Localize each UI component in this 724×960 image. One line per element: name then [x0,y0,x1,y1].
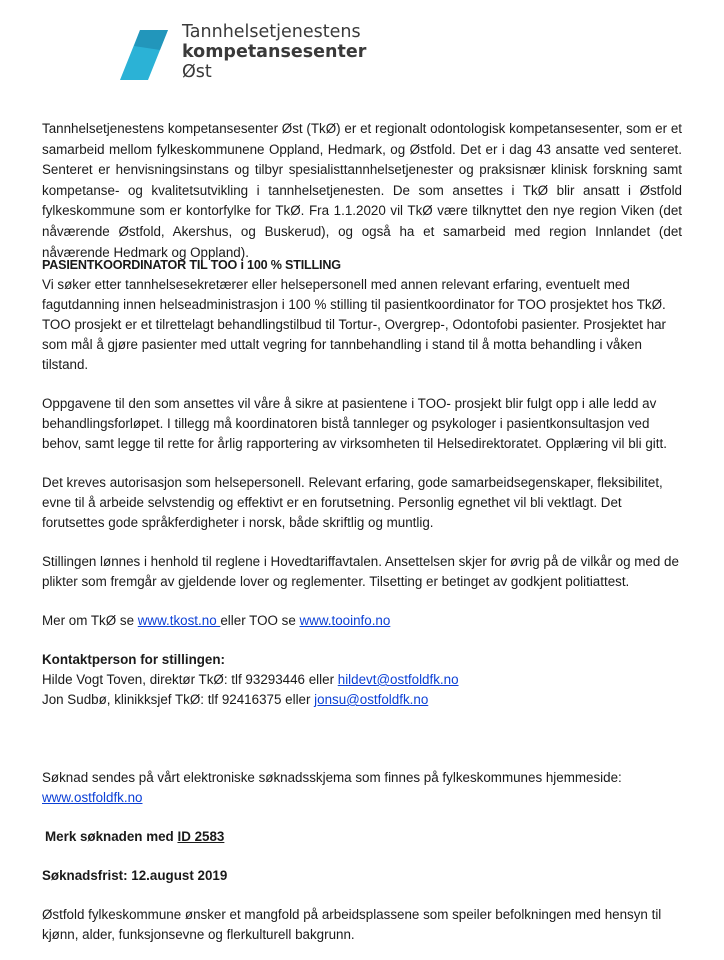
job-ad-body [42,255,682,945]
contact-email-2-link[interactable]: jonsu@ostfoldfk.no [314,692,429,707]
paragraph-requirements: Det kreves autorisasjon som helsepersonell. Relevant erfaring, gode samarbeidsegenskaper, fleksibilitet, evne til å arbeide selvstendig og effektivt er en forutsetning. Personlig egnethet vil bli vektlagt. Det forutsettes gode språkferdigheter i norsk, både skriftlig og muntlig. [42,475,663,530]
more-info-line [42,611,682,631]
tkost-link[interactable]: www.tkost.no [137,613,221,628]
application-id-line [42,827,682,847]
brand-line-2: kompetansesenter [182,42,367,62]
contact-heading: Kontaktperson for stillingen: [42,652,226,667]
ostfoldfk-link[interactable]: www.ostfoldfk.no [42,790,143,805]
brand-name [182,22,482,82]
tk-ost-logo-mark-icon [120,30,168,80]
contact-person-2-text: Jon Sudbø, klinikksjef TkØ: tlf 92416375 eller [42,692,315,707]
contact-person-2 [42,690,682,710]
application-deadline: Søknadsfrist: 12.august 2019 [42,868,228,883]
contact-person-1 [42,670,682,690]
paragraph-role: Vi søker etter tannhelsesekretærer eller helsepersonell med annen relevant erfaring, eventuelt med fagutdanning innen helseadministrasjon i 100 % stilling til pasientkoordinator for TOO prosjektet hos TkØ. TOO prosjekt er et tilrettelagt behandlingstilbud til Tortur-, Overgrep-, Odontofobi pasienter. Prosjektet har som mål å gjøre pasienter med uttalt vegring for tannbehandling i stand til å motta behandling i våken tilstand. [42,277,666,372]
intro-paragraph: Tannhelsetjenestens kompetansesenter Øst (TkØ) er et regionalt odontologisk kompetansesenter, som er et samarbeid mellom fylkeskommunene Oppland, Hedmark, og Østfold. Det er i dag 43 ansatte ved senteret. Senteret er henvisningsinstans og tilbyr spesialisttannhelsetjenester og praksisnær klinisk forskning samt kompetanse- og kvalitetsutvikling i tannhelsetjenesten. De som ansettes i TkØ blir ansatt i Østfold fylkeskommune som er kontorfylke for TkØ. Fra 1.1.2020 vil TkØ være tilknyttet den nye region Viken (det nåværende Østfold, Akershus, og Buskerud), og også ha et samarbeid med region Innlandet (det nåværende Hedmark og Oppland). [42,121,682,260]
tooinfo-link[interactable]: www.tooinfo.no [299,613,391,628]
diversity-statement: Østfold fylkeskommune ønsker et mangfold på arbeidsplassene som speiler befolkningen med hensyn til kjønn, alder, funksjonsevne og flerkulturell bakgrunn. [42,907,662,942]
application-id-prefix: Merk søknaden med [45,829,178,844]
more-info-middle: eller TOO se [220,613,300,628]
brand-line-1: Tannhelsetjenestens [182,22,361,42]
more-info-prefix: Mer om TkØ se [42,613,138,628]
application-id: ID 2583 [177,829,225,844]
paragraph-terms: Stillingen lønnes i henhold til reglene i Hovedtariffavtalen. Ansettelsen skjer for øvrig på de vilkår og med de plikter som fremgår av gjeldende lover og reglementer. Tilsetting er betinget av godkjent politiattest. [42,554,679,589]
paragraph-tasks: Oppgavene til den som ansettes vil våre å sikre at pasientene i TOO- prosjekt blir fulgt opp i alle ledd av behandlingsforløpet. I tillegg må koordinatoren bistå tannleger og psykologer i pasientkonsultasjon ved behov, samt legge til rette for årlig rapportering av virksomheten til Helsedirektoratet. Opplæring vil bli gitt. [42,396,667,451]
job-title-heading: PASIENTKOORDINATOR TIL TOO i 100 % STILLING [42,258,341,272]
brand-line-3: Øst [182,62,212,82]
contact-email-1-link[interactable]: hildevt@ostfoldfk.no [337,672,459,687]
apply-text: Søknad sendes på vårt elektroniske søknadsskjema som finnes på fylkeskommunes hjemmeside: [42,770,622,785]
contact-person-1-text: Hilde Vogt Toven, direktør TkØ: tlf 93293446 eller [42,672,338,687]
